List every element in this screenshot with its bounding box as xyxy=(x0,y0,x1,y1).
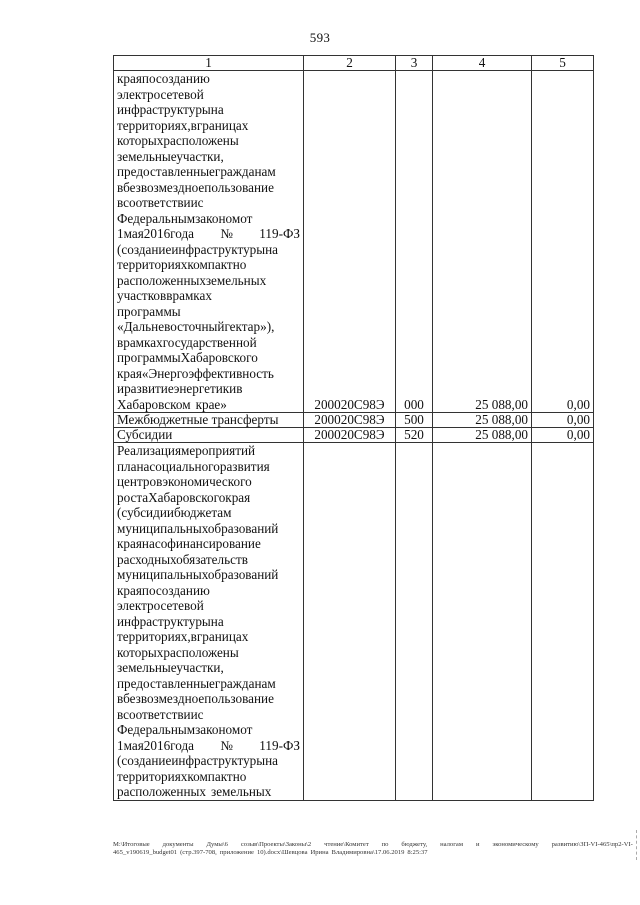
row-code: 200020С98Э xyxy=(304,413,396,428)
description-line: муниципальныхобразований xyxy=(117,520,279,536)
description-line: вбезвозмездноепользование xyxy=(117,179,274,195)
description-line: (созданиеинфраструктурына xyxy=(117,241,279,257)
description-line: муниципальныхобразований xyxy=(117,567,279,582)
description-line: вбезвозмездноепользование xyxy=(117,691,274,706)
table-row xyxy=(114,71,594,413)
description-line: всоответствиис xyxy=(117,706,204,722)
description-line: территориях,вграницах xyxy=(117,117,249,133)
document-path-footer xyxy=(113,841,633,857)
table-row xyxy=(114,443,594,801)
description-line: участковврамках xyxy=(117,288,212,303)
description-line: Реализациямероприятий xyxy=(117,443,256,458)
row-type-code: 000 xyxy=(396,71,433,413)
description-line: ростаХабаровскогокрая xyxy=(117,489,251,505)
description-line: расположенных земельных xyxy=(117,784,272,799)
description-line: краяпосозданию xyxy=(117,71,210,86)
description-line: территорияхкомпактно xyxy=(117,768,247,784)
row-description xyxy=(114,443,304,801)
page-number: 593 xyxy=(309,30,331,45)
budget-table xyxy=(113,55,594,801)
description-line: врамкахгосударственной xyxy=(117,334,257,350)
description-line: предоставленныегражданам xyxy=(117,675,276,691)
description-line: предоставленныегражданам xyxy=(117,164,276,179)
row-amount-2: 0,00 xyxy=(532,428,594,443)
row-amount-1: 25 088,00 xyxy=(433,413,532,428)
column-header-4: 4 xyxy=(433,56,532,71)
footer-line-1: M:\Итоговые документы Думы\6 созыв\Проекты\Законы\2 чтение\Комитет по бюджету, налогам и экономическому развитию\ЗП-VI-465\пр2-VI- xyxy=(113,841,633,848)
description-line: планасоциальногоразвития xyxy=(117,458,270,474)
description-line: (созданиеинфраструктурына xyxy=(117,753,279,768)
table-row xyxy=(114,428,594,443)
row-code: 200020С98Э xyxy=(304,428,396,443)
row-amount-1: 25 088,00 xyxy=(433,71,532,413)
column-header-2: 2 xyxy=(304,56,396,71)
description-line: «Дальневосточныйгектар»), xyxy=(117,319,275,334)
description-line: территорияхкомпактно xyxy=(117,257,247,272)
description-line: краянасофинансирование xyxy=(117,536,261,551)
description-line: всоответствиис xyxy=(117,195,204,210)
row-amount-1 xyxy=(433,443,532,801)
description-line: 1мая2016года№119-ФЗ xyxy=(117,737,300,753)
column-header-1: 1 xyxy=(114,56,304,71)
description-line: края«Энергоэффективность xyxy=(117,365,274,381)
row-type-code: 520 xyxy=(396,428,433,443)
row-code: 200020С98Э xyxy=(304,71,396,413)
footer-line-2: 465_v190619_budget01 (стр.397-708, приложение 10).docx\Шевцова Ирина Владимировна\17.06.2019 8:25:37 xyxy=(113,849,428,856)
scan-edge-mark xyxy=(636,830,638,860)
row-description xyxy=(114,71,304,413)
description-line: территориях,вграницах xyxy=(117,629,249,644)
description-line: иразвитиеэнергетикив xyxy=(117,381,243,396)
row-label: Межбюджетные трансферты xyxy=(114,413,304,428)
row-type-code: 500 xyxy=(396,413,433,428)
description-line: краяпосозданию xyxy=(117,582,210,598)
description-line: (субсидиибюджетам xyxy=(117,505,232,520)
description-line: центровэкономического xyxy=(117,474,252,489)
column-header-3: 3 xyxy=(396,56,433,71)
description-line: земельныеучастки, xyxy=(117,148,224,164)
row-amount-2 xyxy=(532,443,594,801)
description-line: 1мая2016года№119-ФЗ xyxy=(117,226,300,241)
description-line: земельныеучастки, xyxy=(117,660,224,675)
description-line: Федеральнымзакономот xyxy=(117,210,253,226)
description-line: которыхрасположены xyxy=(117,644,239,660)
description-line: Федеральнымзакономот xyxy=(117,722,253,737)
row-amount-1: 25 088,00 xyxy=(433,428,532,443)
description-line: программы xyxy=(117,303,181,319)
table-row xyxy=(114,413,594,428)
header-row xyxy=(114,56,594,71)
row-amount-2: 0,00 xyxy=(532,413,594,428)
description-line: инфраструктурына xyxy=(117,613,224,629)
description-line: электросетевой xyxy=(117,598,204,613)
description-line: Хабаровском крае» xyxy=(117,396,227,412)
description-line: программыХабаровского xyxy=(117,350,258,365)
row-type-code xyxy=(396,443,433,801)
description-line: расходныхобязательств xyxy=(117,551,248,567)
row-label: Субсидии xyxy=(114,428,304,443)
description-line: которыхрасположены xyxy=(117,133,239,148)
description-line: расположенныхземельных xyxy=(117,272,267,288)
column-header-5: 5 xyxy=(532,56,594,71)
row-code xyxy=(304,443,396,801)
description-line: электросетевой xyxy=(117,86,204,102)
row-amount-2: 0,00 xyxy=(532,71,594,413)
description-line: инфраструктурына xyxy=(117,102,224,117)
